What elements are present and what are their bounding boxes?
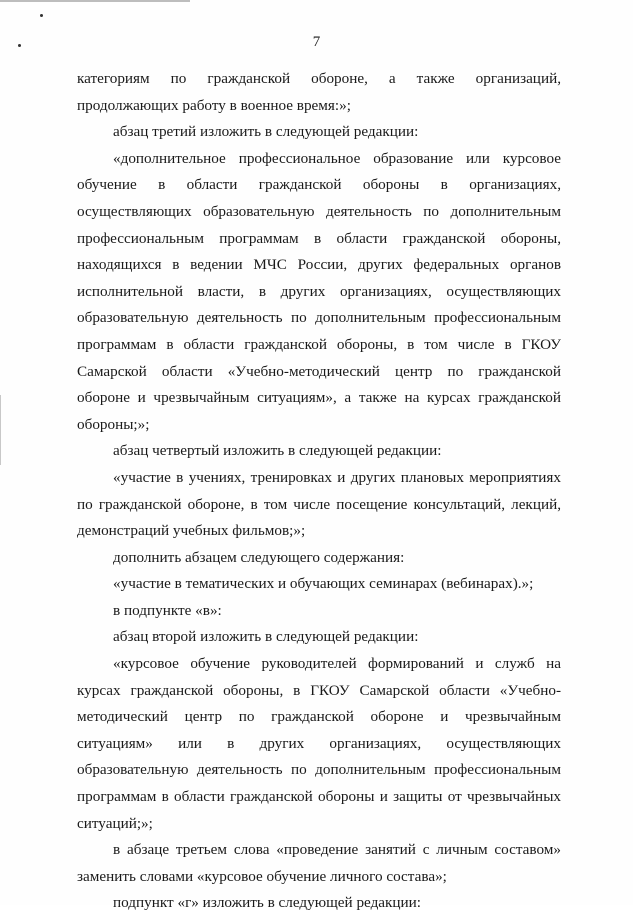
paragraph: абзац четвертый изложить в следующей редакции: xyxy=(113,442,442,460)
paragraph: категориям по гражданской обороне, а также организаций, продолжающих работу в военное время:»; xyxy=(77,70,561,114)
paragraph: «курсовое обучение руководителей формирований и служб на курсах гражданской обороны, в ГКОУ Самарской области «Учебно-методический центр по гражданской обороне и чрезвычайным ситуациям» или в других организациях, осуществляющих образовательную деятельность по дополнительным профессиональным программам в области гражданской обороны и защиты от чрезвычайных ситуаций;»; xyxy=(77,655,561,832)
page-number: 7 xyxy=(312,34,321,50)
paragraph: подпункт «г» изложить в следующей редакции: xyxy=(113,894,422,912)
paragraph: «участие в учениях, тренировках и других плановых мероприятиях по гражданской обороне, в том числе посещение консультаций, лекций, демонстраций учебных фильмов;»; xyxy=(77,468,561,540)
document-body xyxy=(77,66,561,917)
paragraph: в абзаце третьем слова «проведение занятий с личным составом» заменить словами «курсовое обучение личного состава»; xyxy=(77,841,561,885)
paragraph: «участие в тематических и обучающих семинарах (вебинарах).»; xyxy=(113,575,534,593)
paragraph: абзац третий изложить в следующей редакции: xyxy=(113,123,419,141)
paragraph: в подпункте «в»: xyxy=(113,601,222,619)
paragraph: абзац второй изложить в следующей редакции: xyxy=(113,628,419,646)
scan-edge-left xyxy=(0,395,1,465)
scan-edge-top xyxy=(0,0,190,2)
paragraph: «дополнительное профессиональное образование или курсовое обучение в области гражданской обороны в организациях, осуществляющих образовательную деятельность по дополнительным профессиональным программам в области гражданской обороны, находящихся в ведении МЧС России, других федеральных органов исполнительной власти, в других организациях, осуществляющих образовательную деятельность по дополнительным профессиональным программам в области гражданской обороны, в том числе в ГКОУ Самарской области «Учебно-методический центр по гражданской обороне и чрезвычайным ситуациям», а также на курсах гражданской обороны;»; xyxy=(77,149,561,433)
paragraph: дополнить абзацем следующего содержания: xyxy=(113,548,405,566)
scan-speck xyxy=(40,14,43,17)
